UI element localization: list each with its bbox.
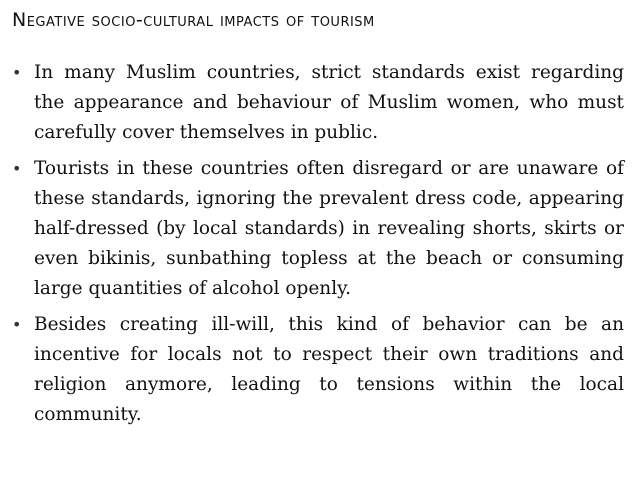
bullet-text: In many Muslim countries, strict standards exist regarding the appearance and behaviour of Muslim women, who must carefully cover themselves in public. — [34, 62, 624, 143]
bullet-marker: • — [12, 315, 22, 334]
bullet-text: Besides creating ill-will, this kind of behavior can be an incentive for locals not to respect their own traditions and religion anymore, leading to tensions within the local community. — [34, 314, 624, 425]
bullet-list — [0, 58, 638, 436]
bullet-item — [0, 154, 638, 304]
slide-title: Negative socio-cultural impacts of tourism — [12, 9, 375, 31]
bullet-text: Tourists in these countries often disregard or are unaware of these standards, ignoring the prevalent dress code, appearing half-dressed (by local standards) in revealing shorts, skirts or even bikinis, sunbathing topless at the beach or consuming large quantities of alcohol openly. — [34, 158, 624, 299]
bullet-item — [0, 58, 638, 148]
bullet-item — [0, 310, 638, 430]
bullet-marker: • — [12, 63, 22, 82]
bullet-marker: • — [12, 159, 22, 178]
